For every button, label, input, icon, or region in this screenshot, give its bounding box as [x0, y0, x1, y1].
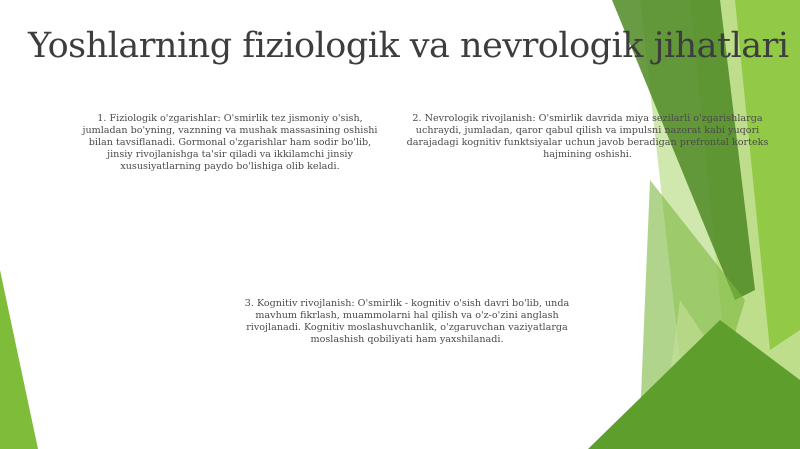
slide-title: Yoshlarning fiziologik va nevrologik jihatlari — [28, 26, 789, 66]
paragraph-neurological: 2. Nevrologik rivojlanish: O'smirlik davrida miya sezilarli o'zgarishlarga uchraydi, jumladan, qaror qabul qilish va impulsni nazorat kabi yuqori darajadagi kognitiv funktsiyalar uchun javob beradigan prefrontal korteks hajmining oshishi. — [406, 113, 769, 160]
paragraph-physiological: 1. Fiziologik o'zgarishlar: O'smirlik tez jismoniy o'sish, jumladan bo'yning, vaznning va mushak massasining oshishi bilan tavsiflanadi. Gormonal o'zgarishlar ham sodir bo'lib, jinsiy rivojlanishga ta'sir qiladi va ikkilamchi jinsiy xususiyatlarning paydo bo'lishiga olib keladi. — [82, 113, 378, 172]
paragraph-cognitive: 3. Kognitiv rivojlanish: O'smirlik - kognitiv o'sish davri bo'lib, unda mavhum fikrlash, muammolarni hal qilish va o'z-o'zini anglash rivojlanadi. Kognitiv moslashuvchanlik, o'zgaruvchan vaziyatlarga moslashish qobiliyati ham yaxshilanadi. — [244, 298, 570, 345]
left-accent-wedge — [0, 270, 38, 449]
